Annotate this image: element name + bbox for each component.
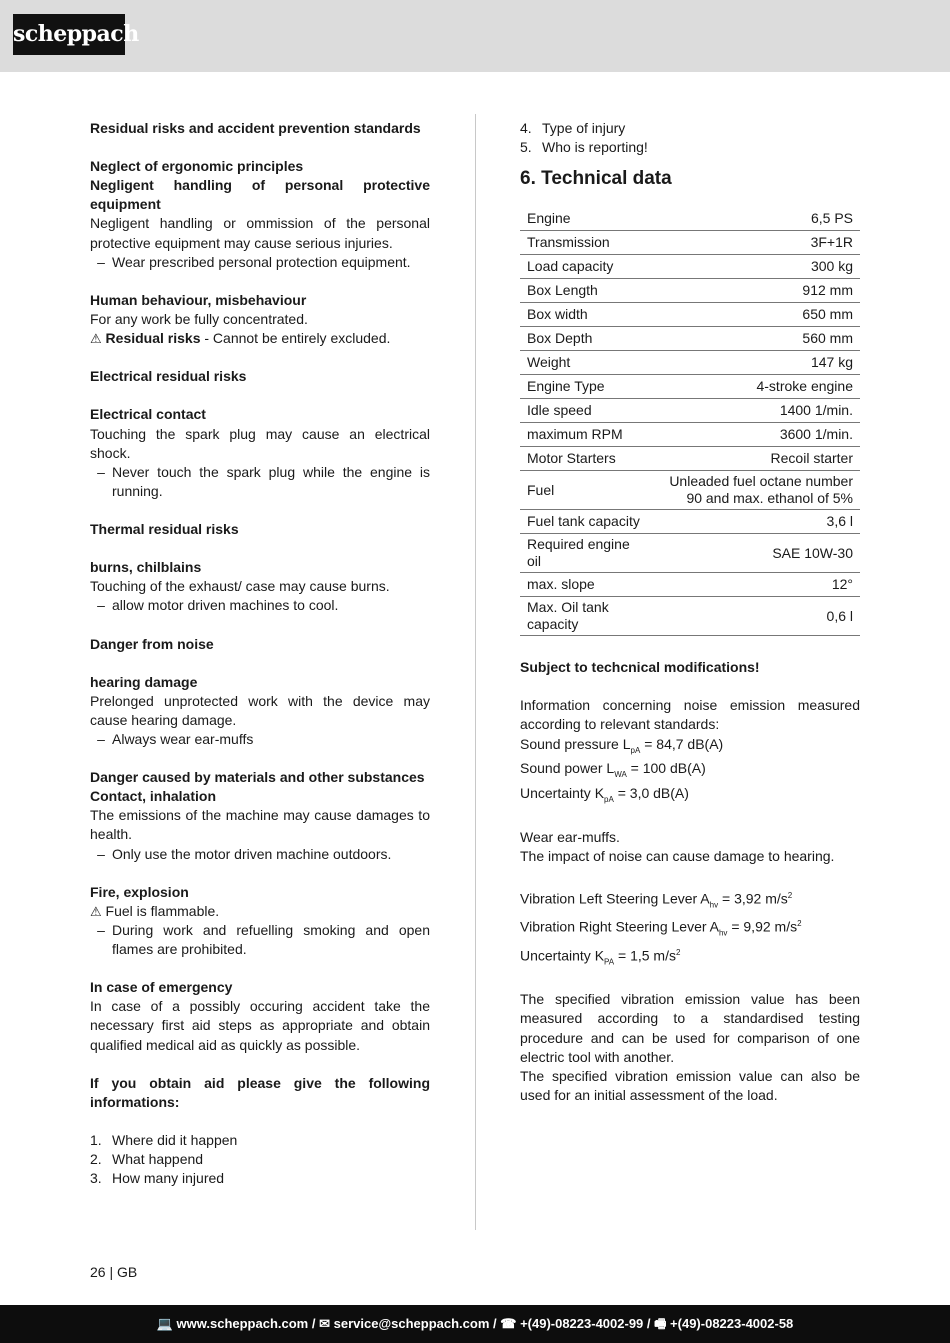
website-link[interactable]: www.scheppach.com / bbox=[176, 1316, 316, 1331]
brand-logo: scheppach bbox=[13, 14, 125, 55]
vibration-text-2: The specified vibration emission value can also be used for an initial assessment of the load. bbox=[520, 1067, 860, 1103]
table-row: Fuel Unleaded fuel octane number 90 and max. ethanol of 5% bbox=[520, 471, 860, 510]
list-item: – Always wear ear-muffs bbox=[97, 731, 254, 747]
heading-burns: burns, chilblains bbox=[90, 559, 202, 576]
table-row: maximum RPM 3600 1/min. bbox=[520, 423, 860, 447]
list-item: 1. Where did it happen bbox=[90, 1131, 238, 1148]
list-item: – Never touch the spark plug while the engine is running. bbox=[97, 463, 430, 499]
modification-notice: Subject to techcnical modifications! bbox=[520, 659, 760, 676]
heading-inhalation: Contact, inhalation bbox=[90, 788, 216, 805]
paragraph-ppe: Negligent handling or ommission of the personal protective equipment may cause serious injuries. bbox=[90, 215, 430, 251]
vibration-text: The specified vibration emission value has been measured according to a standardised testing procedure and can be used for comparison of one electric tool with another. bbox=[520, 991, 860, 1065]
noise-uncertainty: Uncertainty $K_{pA} = 3,0$ dB(A) bbox=[520, 785, 689, 805]
column-divider bbox=[475, 114, 476, 1230]
table-row: Idle speed 1400 1/min. bbox=[520, 399, 860, 423]
section-title: 6. Technical data bbox=[520, 168, 672, 190]
heading-fire: Fire, explosion bbox=[90, 883, 189, 900]
paragraph-human: For any work be fully concentrated. bbox=[90, 310, 308, 327]
table-row: Box width 650 mm bbox=[520, 303, 860, 327]
sound-power: Sound power $L_{WA} = 100$ dB(A) bbox=[520, 760, 706, 780]
table-row: Motor Starters Recoil starter bbox=[520, 447, 860, 471]
paragraph-contact: Touching the spark plug may cause an electrical shock. bbox=[90, 425, 430, 461]
warning-icon: ⚠ bbox=[90, 331, 102, 347]
heading-noise: Danger from noise bbox=[90, 635, 214, 652]
heading-electrical: Electrical residual risks bbox=[90, 368, 247, 385]
heading-ppe: Negligent handling of personal protective equipment bbox=[90, 177, 430, 213]
page-number: 26 | GB bbox=[90, 1264, 138, 1280]
paragraph-emergency: In case of a possibly occuring accident take the necessary first aid steps as appropriate and obtain qualified medical aid as quickly as possible. bbox=[90, 998, 430, 1053]
left-column bbox=[90, 119, 430, 1188]
table-row: Max. Oil tank capacity 0,6 l bbox=[520, 597, 860, 636]
phone-icon: ☎ bbox=[500, 1316, 517, 1331]
list-item: 3. How many injured bbox=[90, 1170, 225, 1187]
table-row: Transmission 3F+1R bbox=[520, 231, 860, 255]
fax-number: +(49)-08223-4002-58 bbox=[670, 1316, 794, 1331]
noise-intro: Information concerning noise emission measured according to relevant standards: bbox=[520, 697, 860, 733]
list-item: – allow motor driven machines to cool. bbox=[97, 597, 339, 614]
heading-emergency: In case of emergency bbox=[90, 979, 233, 996]
heading-thermal: Thermal residual risks bbox=[90, 520, 239, 537]
phone-number: +(49)-08223-4002-99 / bbox=[520, 1316, 651, 1331]
table-row: Fuel tank capacity 3,6 l bbox=[520, 510, 860, 534]
table-row: Weight 147 kg bbox=[520, 351, 860, 375]
heading-hearing: hearing damage bbox=[90, 673, 198, 690]
warning-icon: ⚠ bbox=[90, 903, 102, 919]
list-item: – During work and refuelling smoking and open flames are prohibited. bbox=[97, 921, 430, 958]
fire-warning: ⚠ Fuel is flammable. bbox=[90, 902, 220, 919]
residual-warning: ⚠ Residual risks - Cannot be entirely excluded. bbox=[90, 330, 391, 347]
table-row: Required engine oil SAE 10W-30 bbox=[520, 534, 860, 573]
vibration-uncertainty: Uncertainty $K_{PA} = 1,5$ $m/s^2$ bbox=[520, 947, 681, 967]
paragraph-inhalation: The emissions of the machine may cause damages to health. bbox=[90, 807, 430, 843]
wear-ear-muffs: Wear ear-muffs. bbox=[520, 829, 620, 846]
table-row: Engine Type 4-stroke engine bbox=[520, 375, 860, 399]
heading-human-behaviour: Human behaviour, misbehaviour bbox=[90, 291, 307, 308]
paragraph-hearing: Prelonged unprotected work with the device may cause hearing damage. bbox=[90, 692, 430, 728]
right-column bbox=[520, 119, 860, 1105]
paragraph-burns: Touching of the exhaust/ case may cause burns. bbox=[90, 578, 390, 595]
table-row: max. slope 12° bbox=[520, 573, 860, 597]
list-item: 4. Type of injury bbox=[520, 120, 626, 136]
table-row: Load capacity 300 kg bbox=[520, 255, 860, 279]
list-item: 2. What happend bbox=[90, 1151, 204, 1168]
vibration-left: Vibration Left Steering Lever $A_{hv} = 3,92$ $m/s^2$ bbox=[520, 890, 793, 910]
noise-impact: The impact of noise can cause damage to hearing. bbox=[520, 848, 835, 865]
list-item: 5. Who is reporting! bbox=[520, 139, 648, 156]
table-row: Engine 6,5 PS bbox=[520, 207, 860, 231]
table-row: Box Depth 560 mm bbox=[520, 327, 860, 351]
heading-electrical-contact: Electrical contact bbox=[90, 406, 206, 423]
table-row: Box Length 912 mm bbox=[520, 279, 860, 303]
email-icon: ✉ bbox=[319, 1316, 330, 1331]
computer-icon: 💻 bbox=[156, 1316, 173, 1331]
heading-ergonomic: Neglect of ergonomic principles bbox=[90, 158, 304, 175]
fax-icon: 🖷 bbox=[654, 1316, 667, 1331]
list-item: – Only use the motor driven machine outdoors. bbox=[97, 845, 392, 862]
heading-materials: Danger caused by materials and other substances bbox=[90, 769, 425, 786]
page-header bbox=[0, 0, 950, 72]
page-footer bbox=[0, 1305, 950, 1343]
heading-residual-risks: Residual risks and accident prevention standards bbox=[90, 120, 421, 136]
vibration-right: Vibration Right Steering Lever $A_{hv} = 9,92$ $m/s^2$ bbox=[520, 918, 802, 938]
sound-pressure: Sound pressure $L_{pA} = 84,7$ dB(A) bbox=[520, 735, 724, 755]
technical-data-table bbox=[520, 207, 860, 636]
heading-obtain-aid: If you obtain aid please give the following informations: bbox=[90, 1074, 430, 1110]
list-item: – Wear prescribed personal protection equipment. bbox=[97, 253, 411, 270]
email-link[interactable]: service@scheppach.com / bbox=[333, 1316, 497, 1331]
